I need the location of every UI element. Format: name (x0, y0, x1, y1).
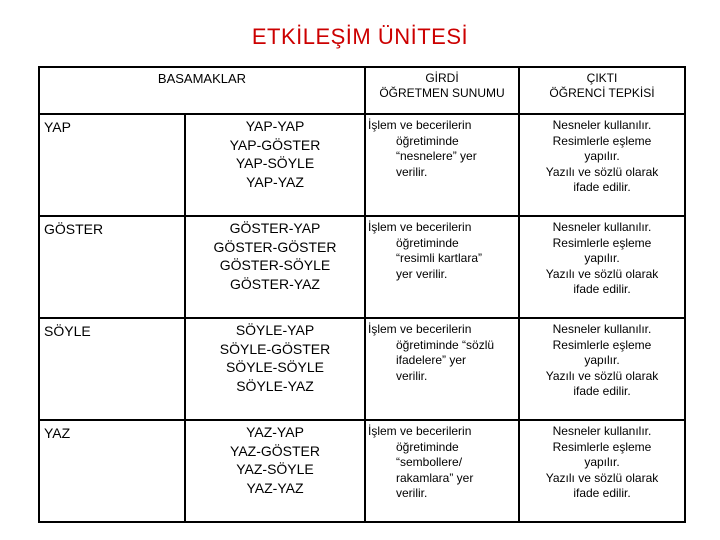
table-row (39, 318, 685, 420)
table-header-row (39, 67, 685, 114)
cikti-line: yapılır. (584, 455, 620, 469)
header-girdi-line: ÖĞRETMEN SUNUMU (379, 86, 505, 100)
cikti-line: ifade edilir. (573, 180, 631, 194)
combo-item: GÖSTER-GÖSTER (213, 238, 337, 255)
combo-item: YAP-SÖYLE (235, 155, 315, 171)
girdi-line: “sembollere/ (396, 455, 463, 469)
combo-cell (185, 420, 365, 522)
cikti-line: Resimlerle eşleme (552, 337, 652, 352)
girdi-line: İşlem ve becerilerin (368, 322, 472, 336)
table-row (39, 114, 685, 216)
combo-item: GÖSTER-YAP (229, 220, 321, 236)
girdi-line: verilir. (396, 164, 428, 179)
combo-item: YAP-YAP (245, 118, 305, 134)
cikti-line: ifade edilir. (573, 384, 631, 398)
girdi-line: öğretiminde “sözlü (396, 337, 495, 352)
girdi-line: İşlem ve becerilerin (368, 118, 472, 132)
cikti-line: Nesneler kullanılır. (552, 220, 652, 234)
cikti-line: Nesneler kullanılır. (552, 118, 652, 132)
cikti-line: Yazılı ve sözlü olarak (545, 368, 659, 383)
interaction-table (38, 66, 686, 523)
table-row (39, 216, 685, 318)
cikti-line: Resimlerle eşleme (552, 133, 652, 148)
cikti-line: Nesneler kullanılır. (552, 322, 652, 336)
combo-item: YAZ-SÖYLE (236, 461, 314, 477)
girdi-line: rakamlara” yer (396, 470, 474, 485)
cikti-line: Yazılı ve sözlü olarak (545, 470, 659, 485)
cikti-line: ifade edilir. (573, 282, 631, 296)
girdi-line: öğretiminde (396, 133, 459, 148)
combo-cell (185, 216, 365, 318)
step-cell: YAP (39, 114, 185, 216)
combo-item: YAZ-YAP (246, 424, 304, 440)
header-girdi-line: GİRDİ (425, 71, 459, 85)
cikti-cell (519, 216, 685, 318)
combo-item: YAP-GÖSTER (229, 136, 321, 153)
cikti-line: yapılır. (584, 149, 620, 163)
page-title: ETKİLEŞİM ÜNİTESİ (251, 24, 469, 49)
girdi-line: yer verilir. (396, 266, 448, 281)
header-cikti-line: ÇIKTI (586, 71, 618, 85)
combo-item: GÖSTER-SÖYLE (219, 257, 331, 273)
girdi-line: öğretiminde (396, 439, 459, 454)
combo-item: SÖYLE-SÖYLE (225, 359, 325, 375)
step-cell: SÖYLE (39, 318, 185, 420)
girdi-cell (365, 420, 519, 522)
combo-item: SÖYLE-GÖSTER (219, 340, 331, 357)
step-cell: YAZ (39, 420, 185, 522)
step-cell: GÖSTER (39, 216, 185, 318)
cikti-line: Nesneler kullanılır. (552, 424, 652, 438)
combo-cell (185, 318, 365, 420)
girdi-cell (365, 216, 519, 318)
combo-item: SÖYLE-YAZ (236, 377, 314, 394)
girdi-cell (365, 114, 519, 216)
combo-item: SÖYLE-YAP (235, 322, 315, 338)
cikti-cell (519, 420, 685, 522)
header-cikti (519, 67, 685, 114)
girdi-line: ifadelere” yer (396, 353, 467, 367)
girdi-line: verilir. (396, 368, 428, 383)
cikti-line: Yazılı ve sözlü olarak (545, 266, 659, 281)
girdi-line: verilir. (396, 486, 428, 500)
header-basamaklar: BASAMAKLAR (39, 67, 365, 114)
cikti-cell (519, 318, 685, 420)
header-girdi (365, 67, 519, 114)
cikti-line: Yazılı ve sözlü olarak (545, 164, 659, 179)
cikti-line: yapılır. (584, 353, 620, 367)
table-row (39, 420, 685, 522)
girdi-line: “resimli kartlara” (396, 251, 483, 265)
cikti-line: Resimlerle eşleme (552, 235, 652, 250)
header-cikti-line: ÖĞRENCİ TEPKİSİ (549, 86, 655, 100)
combo-cell (185, 114, 365, 216)
cikti-cell (519, 114, 685, 216)
cikti-line: yapılır. (584, 251, 620, 265)
combo-item: YAZ-GÖSTER (230, 442, 320, 459)
cikti-line: ifade edilir. (573, 486, 631, 500)
combo-item: YAP-YAZ (246, 173, 304, 190)
combo-item: GÖSTER-YAZ (230, 275, 320, 292)
girdi-line: öğretiminde (396, 235, 459, 250)
combo-item: YAZ-YAZ (246, 479, 304, 496)
girdi-line: İşlem ve becerilerin (368, 220, 472, 234)
girdi-cell (365, 318, 519, 420)
girdi-line: İşlem ve becerilerin (368, 424, 472, 438)
cikti-line: Resimlerle eşleme (552, 439, 652, 454)
girdi-line: “nesnelere” yer (396, 149, 477, 163)
